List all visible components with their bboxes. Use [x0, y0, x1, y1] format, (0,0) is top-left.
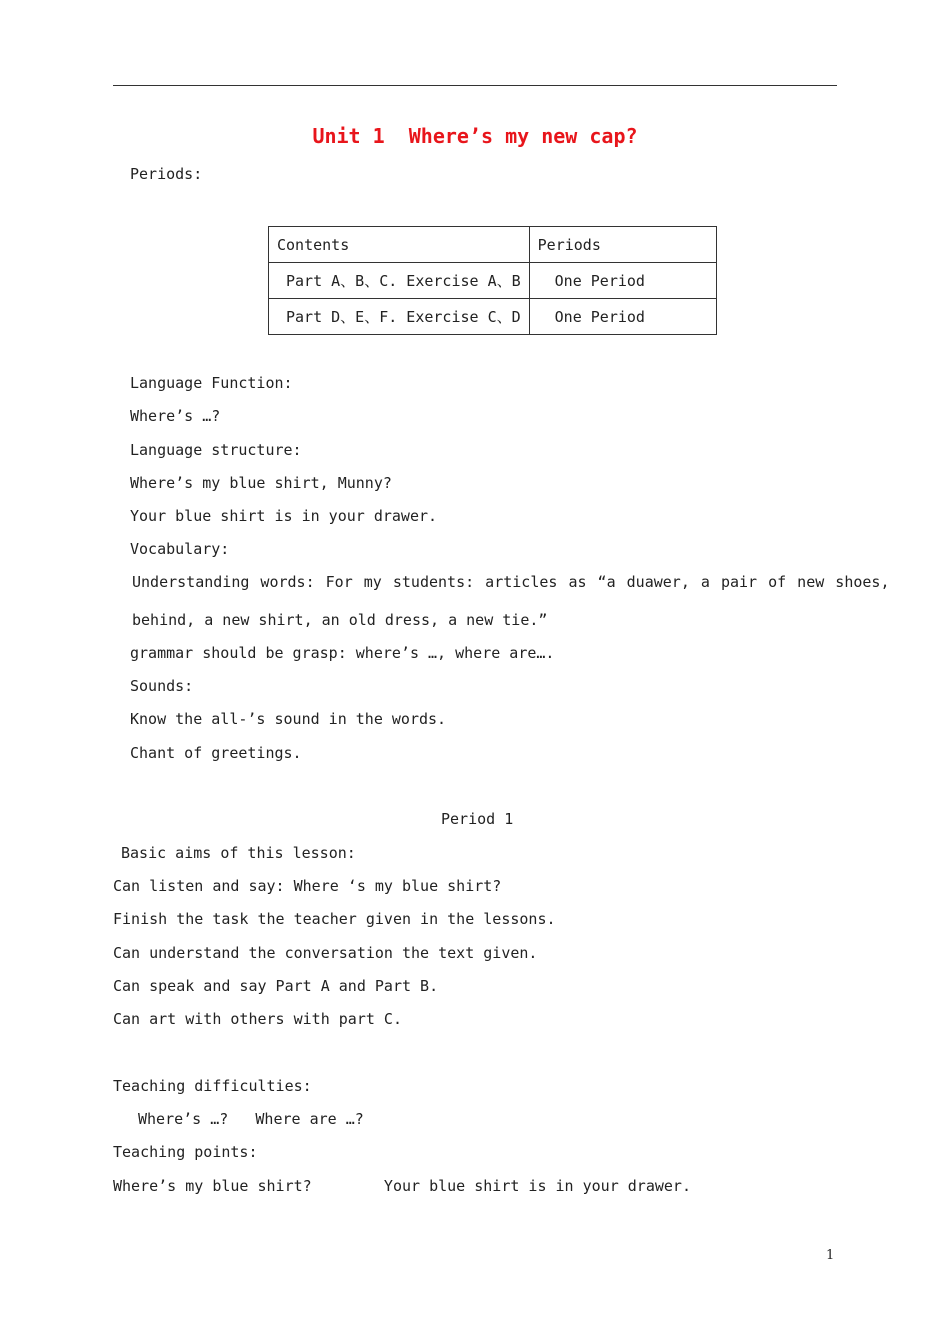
aim-item: Can understand the conversation the text given.: [113, 944, 538, 962]
language-structure-line: Your blue shirt is in your drawer.: [130, 507, 438, 525]
aim-item: Finish the task the teacher given in the lessons.: [113, 910, 556, 928]
table-header-row: [269, 227, 717, 263]
points-label: Teaching points:: [113, 1143, 258, 1161]
language-function-label: Language Function:: [130, 374, 293, 392]
aim-item: Can speak and say Part A and Part B.: [113, 977, 439, 995]
vocabulary-text: Understanding words: For my students: articles as “a duawer, a pair of new shoes,: [132, 573, 890, 591]
header-rule: [113, 85, 837, 86]
table-header-periods: Periods: [529, 227, 716, 263]
periods-table: [268, 226, 717, 335]
language-structure-line: Where’s my blue shirt, Munny?: [130, 474, 392, 492]
table-cell-periods: One Period: [529, 299, 716, 335]
points-text: Where’s my blue shirt? Your blue shirt is in your drawer.: [113, 1177, 691, 1195]
difficulties-text: Where’s …? Where are …?: [138, 1110, 364, 1128]
aim-item: Can art with others with part C.: [113, 1010, 402, 1028]
sounds-text: Know the all-’s sound in the words.: [130, 710, 447, 728]
language-function-text: Where’s …?: [130, 407, 221, 425]
table-cell-contents: Part A、B、C. Exercise A、B: [269, 263, 530, 299]
table-cell-contents: Part D、E、F. Exercise C、D: [269, 299, 530, 335]
vocabulary-text-cont: behind, a new shirt, an old dress, a new tie.”: [132, 611, 548, 629]
sounds-label: Sounds:: [130, 677, 194, 695]
aim-item: Can listen and say: Where ‘s my blue shirt?: [113, 877, 502, 895]
table-cell-periods: One Period: [529, 263, 716, 299]
table-header-contents: Contents: [269, 227, 530, 263]
table-row: [269, 263, 717, 299]
chant-text: Chant of greetings.: [130, 744, 302, 762]
page-title: Unit 1 Where’s my new cap?: [312, 124, 638, 148]
language-structure-label: Language structure:: [130, 441, 302, 459]
vocabulary-label: Vocabulary:: [130, 540, 230, 558]
table-row: [269, 299, 717, 335]
aims-label: Basic aims of this lesson:: [121, 844, 356, 862]
page-number: 1: [826, 1248, 835, 1263]
grammar-text: grammar should be grasp: where’s …, where are….: [130, 644, 555, 662]
period-heading: Period 1: [441, 810, 514, 828]
difficulties-label: Teaching difficulties:: [113, 1077, 312, 1095]
periods-label: Periods:: [130, 165, 203, 183]
